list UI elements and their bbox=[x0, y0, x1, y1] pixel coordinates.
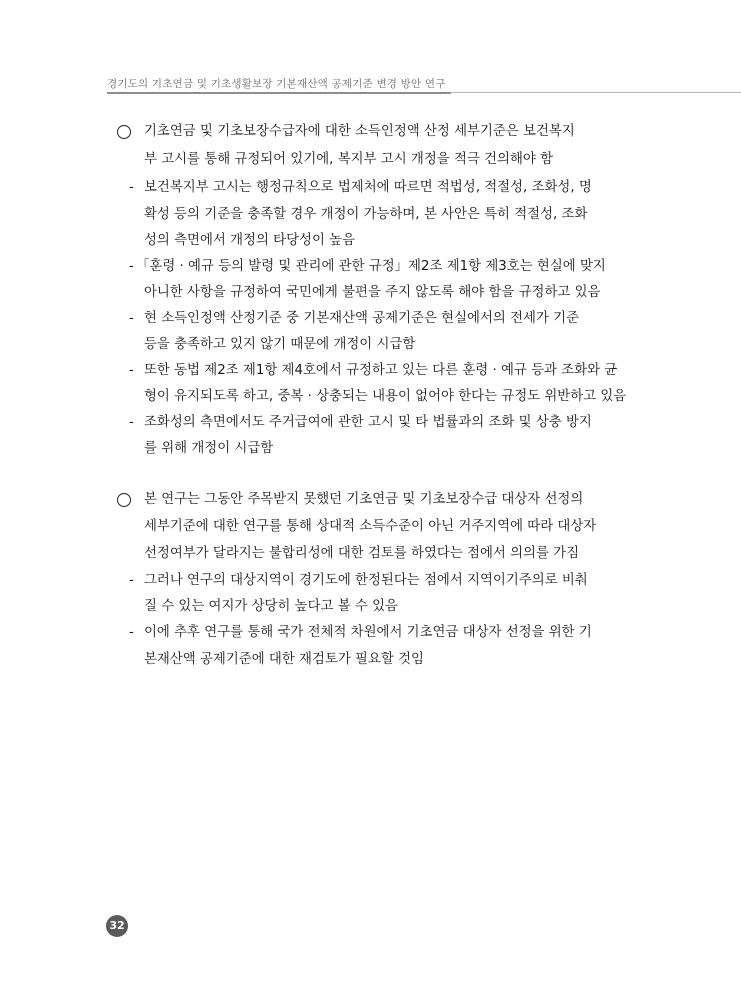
list-item-line: 형이 유지되도록 하고, 중복 · 상충되는 내용이 없어야 한다는 규정도 위반하고 있음 bbox=[144, 389, 627, 404]
header-rule-extension bbox=[451, 92, 741, 93]
dash-bullet: - bbox=[129, 311, 134, 326]
dash-bullet: - bbox=[129, 259, 134, 274]
paragraph-line: 기초연금 및 기초보장수급자에 대한 소득인정액 산정 세부기준은 보건복지 bbox=[144, 124, 575, 139]
list-item-line: 현 소득인정액 산정기준 중 기본재산액 공제기준은 현실에서의 전세가 기준 bbox=[144, 311, 580, 326]
list-item-line: 「훈령 · 예규 등의 발령 및 관리에 관한 규정」제2조 제1항 제3호는 현실에 맞지 bbox=[136, 259, 606, 274]
list-item-line: 또한 동법 제2조 제1항 제4호에서 규정하고 있는 다른 훈령 · 예규 등과 조화와 균 bbox=[144, 363, 618, 378]
list-item-line: 아니한 사항을 규정하여 국민에게 불편을 주지 않도록 해야 함을 규정하고 있음 bbox=[144, 285, 601, 300]
dash-bullet: - bbox=[129, 625, 134, 640]
dash-bullet: - bbox=[129, 363, 134, 378]
paragraph-line: 선정여부가 달라지는 불합리성에 대한 검토를 하였다는 점에서 의의를 가짐 bbox=[144, 546, 580, 561]
list-item-line: 성의 측면에서 개정의 타당성이 높음 bbox=[144, 233, 356, 248]
list-item-line: 를 위해 개정이 시급함 bbox=[144, 441, 274, 456]
list-item-line: 본재산액 공제기준에 대한 재검토가 필요할 것임 bbox=[144, 652, 424, 667]
paragraph-line: 세부기준에 대한 연구를 통해 상대적 소득수준이 아닌 거주지역에 따라 대상자 bbox=[144, 519, 597, 534]
running-header: 경기도의 기초연금 및 기초생활보장 기본재산액 공제기준 변경 방안 연구 bbox=[107, 78, 446, 90]
list-item-line: 이에 추후 연구를 통해 국가 전체적 차원에서 기초연금 대상자 선정을 위한 기 bbox=[144, 625, 592, 640]
paragraph-line: 부 고시를 통해 규정되어 있기에, 복지부 고시 개정을 적극 건의해야 함 bbox=[144, 152, 554, 167]
list-item-line: 등을 충족하고 있지 않기 때문에 개정이 시급함 bbox=[144, 337, 416, 352]
dash-bullet: - bbox=[129, 180, 134, 195]
header-rule bbox=[107, 92, 451, 94]
dash-bullet: - bbox=[129, 573, 134, 588]
list-item-line: 질 수 있는 여지가 상당히 높다고 볼 수 있음 bbox=[144, 599, 398, 614]
circle-bullet-icon bbox=[117, 493, 131, 507]
list-item-line: 보건복지부 고시는 행정규칙으로 법제처에 따르면 적법성, 적절성, 조화성, 명 bbox=[144, 180, 592, 195]
circle-bullet-icon bbox=[117, 125, 131, 139]
list-item-line: 확성 등의 기준을 충족할 경우 개정이 가능하며, 본 사안은 특히 적절성, 조화 bbox=[144, 207, 588, 222]
page-number-badge: 32 bbox=[106, 915, 128, 937]
paragraph-line: 본 연구는 그동안 주목받지 못했던 기초연금 및 기초보장수급 대상자 선정의 bbox=[144, 492, 584, 507]
dash-bullet: - bbox=[129, 415, 134, 430]
list-item-line: 그러나 연구의 대상지역이 경기도에 한정된다는 점에서 지역이기주의로 비춰 bbox=[144, 573, 588, 588]
list-item-line: 조화성의 측면에서도 주거급여에 관한 고시 및 타 법률과의 조화 및 상충 방지 bbox=[144, 415, 592, 430]
